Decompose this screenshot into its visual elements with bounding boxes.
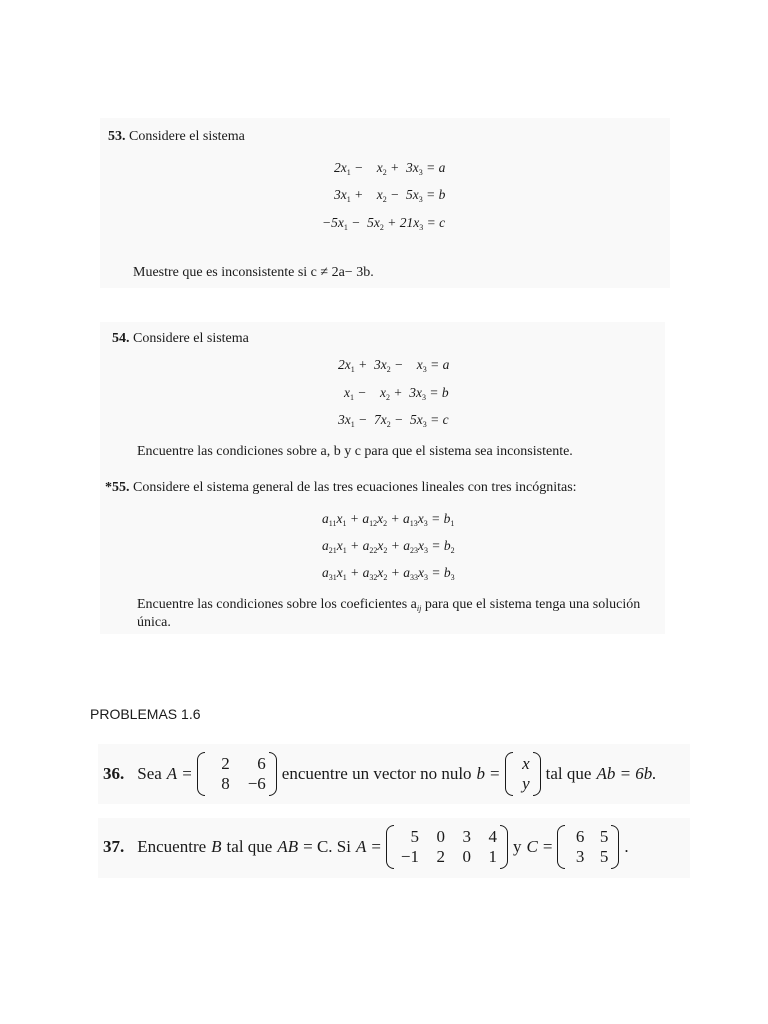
matrix-A-37 [386,827,508,867]
matrix-cell: 2 [221,754,230,773]
problem-36-middle: encuentre un vector no nulo [281,764,472,783]
problem-54-header [112,331,249,347]
matrix-cell: 1 [488,847,497,866]
problem-37-A-label: A [355,837,367,856]
problem-53-number: 53. [108,129,126,144]
equation-54-3: $3x_1 - 7x_2 - 5x_3 = c$ [338,412,449,429]
problem-37-B: B [211,837,222,856]
problem-37-tal: tal que [226,837,273,856]
matrix-cell: 5 [599,827,609,846]
problem-54-number: 54. [112,331,130,346]
matrix-cell: 5 [599,847,609,866]
equation-55-3: $a_{31}x_1 + a_{32}x_2 + a_{33}x_3 = b_3$ [322,565,455,582]
problem-53-closing: Muestre que es inconsistente si c ≠ 2a− 3b. [133,265,374,280]
equation-55-1: $a_{11}x_1 + a_{12}x_2 + a_{13}x_3 = b_1$ [322,511,455,528]
problem-36-line: 36. Sea A = 2 6 8 −6 encuentre un vector no nulo b = x y tal que Ab = 6b. [103,752,657,796]
matrix-cell: x [522,754,530,773]
problem-37-eqC: = C. Si [303,837,351,856]
problem-53-intro: Considere el sistema [129,129,245,144]
matrix-cell: −6 [247,774,266,793]
matrix-cell: 3 [575,847,585,866]
problem-37-C-label: C [526,837,538,856]
problem-54-intro: Considere el sistema [133,331,249,346]
problem-36-lead: Sea [137,764,162,783]
vector-b-36 [505,754,541,794]
matrix-cell: 0 [436,827,445,846]
equation-54-2: $x_1$ − $x_2 + 3x_3 = b$ [344,385,449,402]
matrix-cell: 3 [462,827,471,846]
problem-53-header [108,129,245,145]
problem-37-line: 37. Encuentre B tal que AB = C. Si A = 5 0 3 4 −1 2 0 1 y C = 6 5 3 5 . [103,823,629,871]
problem-55-intro: Considere el sistema general de las tres ecuaciones lineales con tres incógnitas: [133,480,577,495]
matrix-C-37 [557,827,619,867]
equation-53-3: $-5x_1 - 5x_2 + 21x_3 = c$ [322,215,446,232]
matrix-cell: 2 [436,847,445,866]
matrix-cell: 5 [410,827,419,846]
problem-37-AB: AB [277,837,299,856]
problem-55-closing-line1: Encuentre las condiciones sobre los coeficientes $a_{ij}$ para que el sistema tenga una solución [137,597,641,613]
matrix-cell: 0 [462,847,471,866]
matrix-A-36 [197,754,277,794]
problem-36-A-label: A [166,764,178,783]
matrix-cell: 8 [221,774,230,793]
equation-53-1: $2x_1$ − $x_2 + 3x_3 = a$ [334,160,446,177]
equation-53-2: $3x_1$ + $x_2 - 5x_3 = b$ [334,187,446,204]
problem-55-header [105,480,577,496]
problem-54-closing: Encuentre las condiciones sobre a, b y c para que el sistema sea inconsistente. [137,444,573,459]
problem-36-tail-eq: Ab = 6b. [596,764,657,783]
matrix-cell: y [522,774,530,793]
problem-36-tail-text: tal que [545,764,592,783]
problem-37-number: 37. [103,837,125,856]
matrix-cell: 6 [575,827,585,846]
equation-55-2: $a_{21}x_1 + a_{22}x_2 + a_{23}x_3 = b_2$ [322,538,455,555]
section-heading: PROBLEMAS 1.6 [90,706,201,722]
problem-37-period: . [624,837,629,856]
problem-36-b-label: b [476,764,486,783]
matrix-cell: −1 [400,847,419,866]
problem-36-number: 36. [103,764,125,783]
problem-55-number: *55. [105,480,130,495]
problem-37-lead: Encuentre [137,837,207,856]
matrix-cell: 6 [257,754,266,773]
equation-54-1: $2x_1 + 3x_2$ − $x_3 = a$ [338,357,450,374]
problem-55-closing-line2: única. [137,615,171,630]
matrix-cell: 4 [488,827,497,846]
problem-37-y: y [512,837,522,856]
